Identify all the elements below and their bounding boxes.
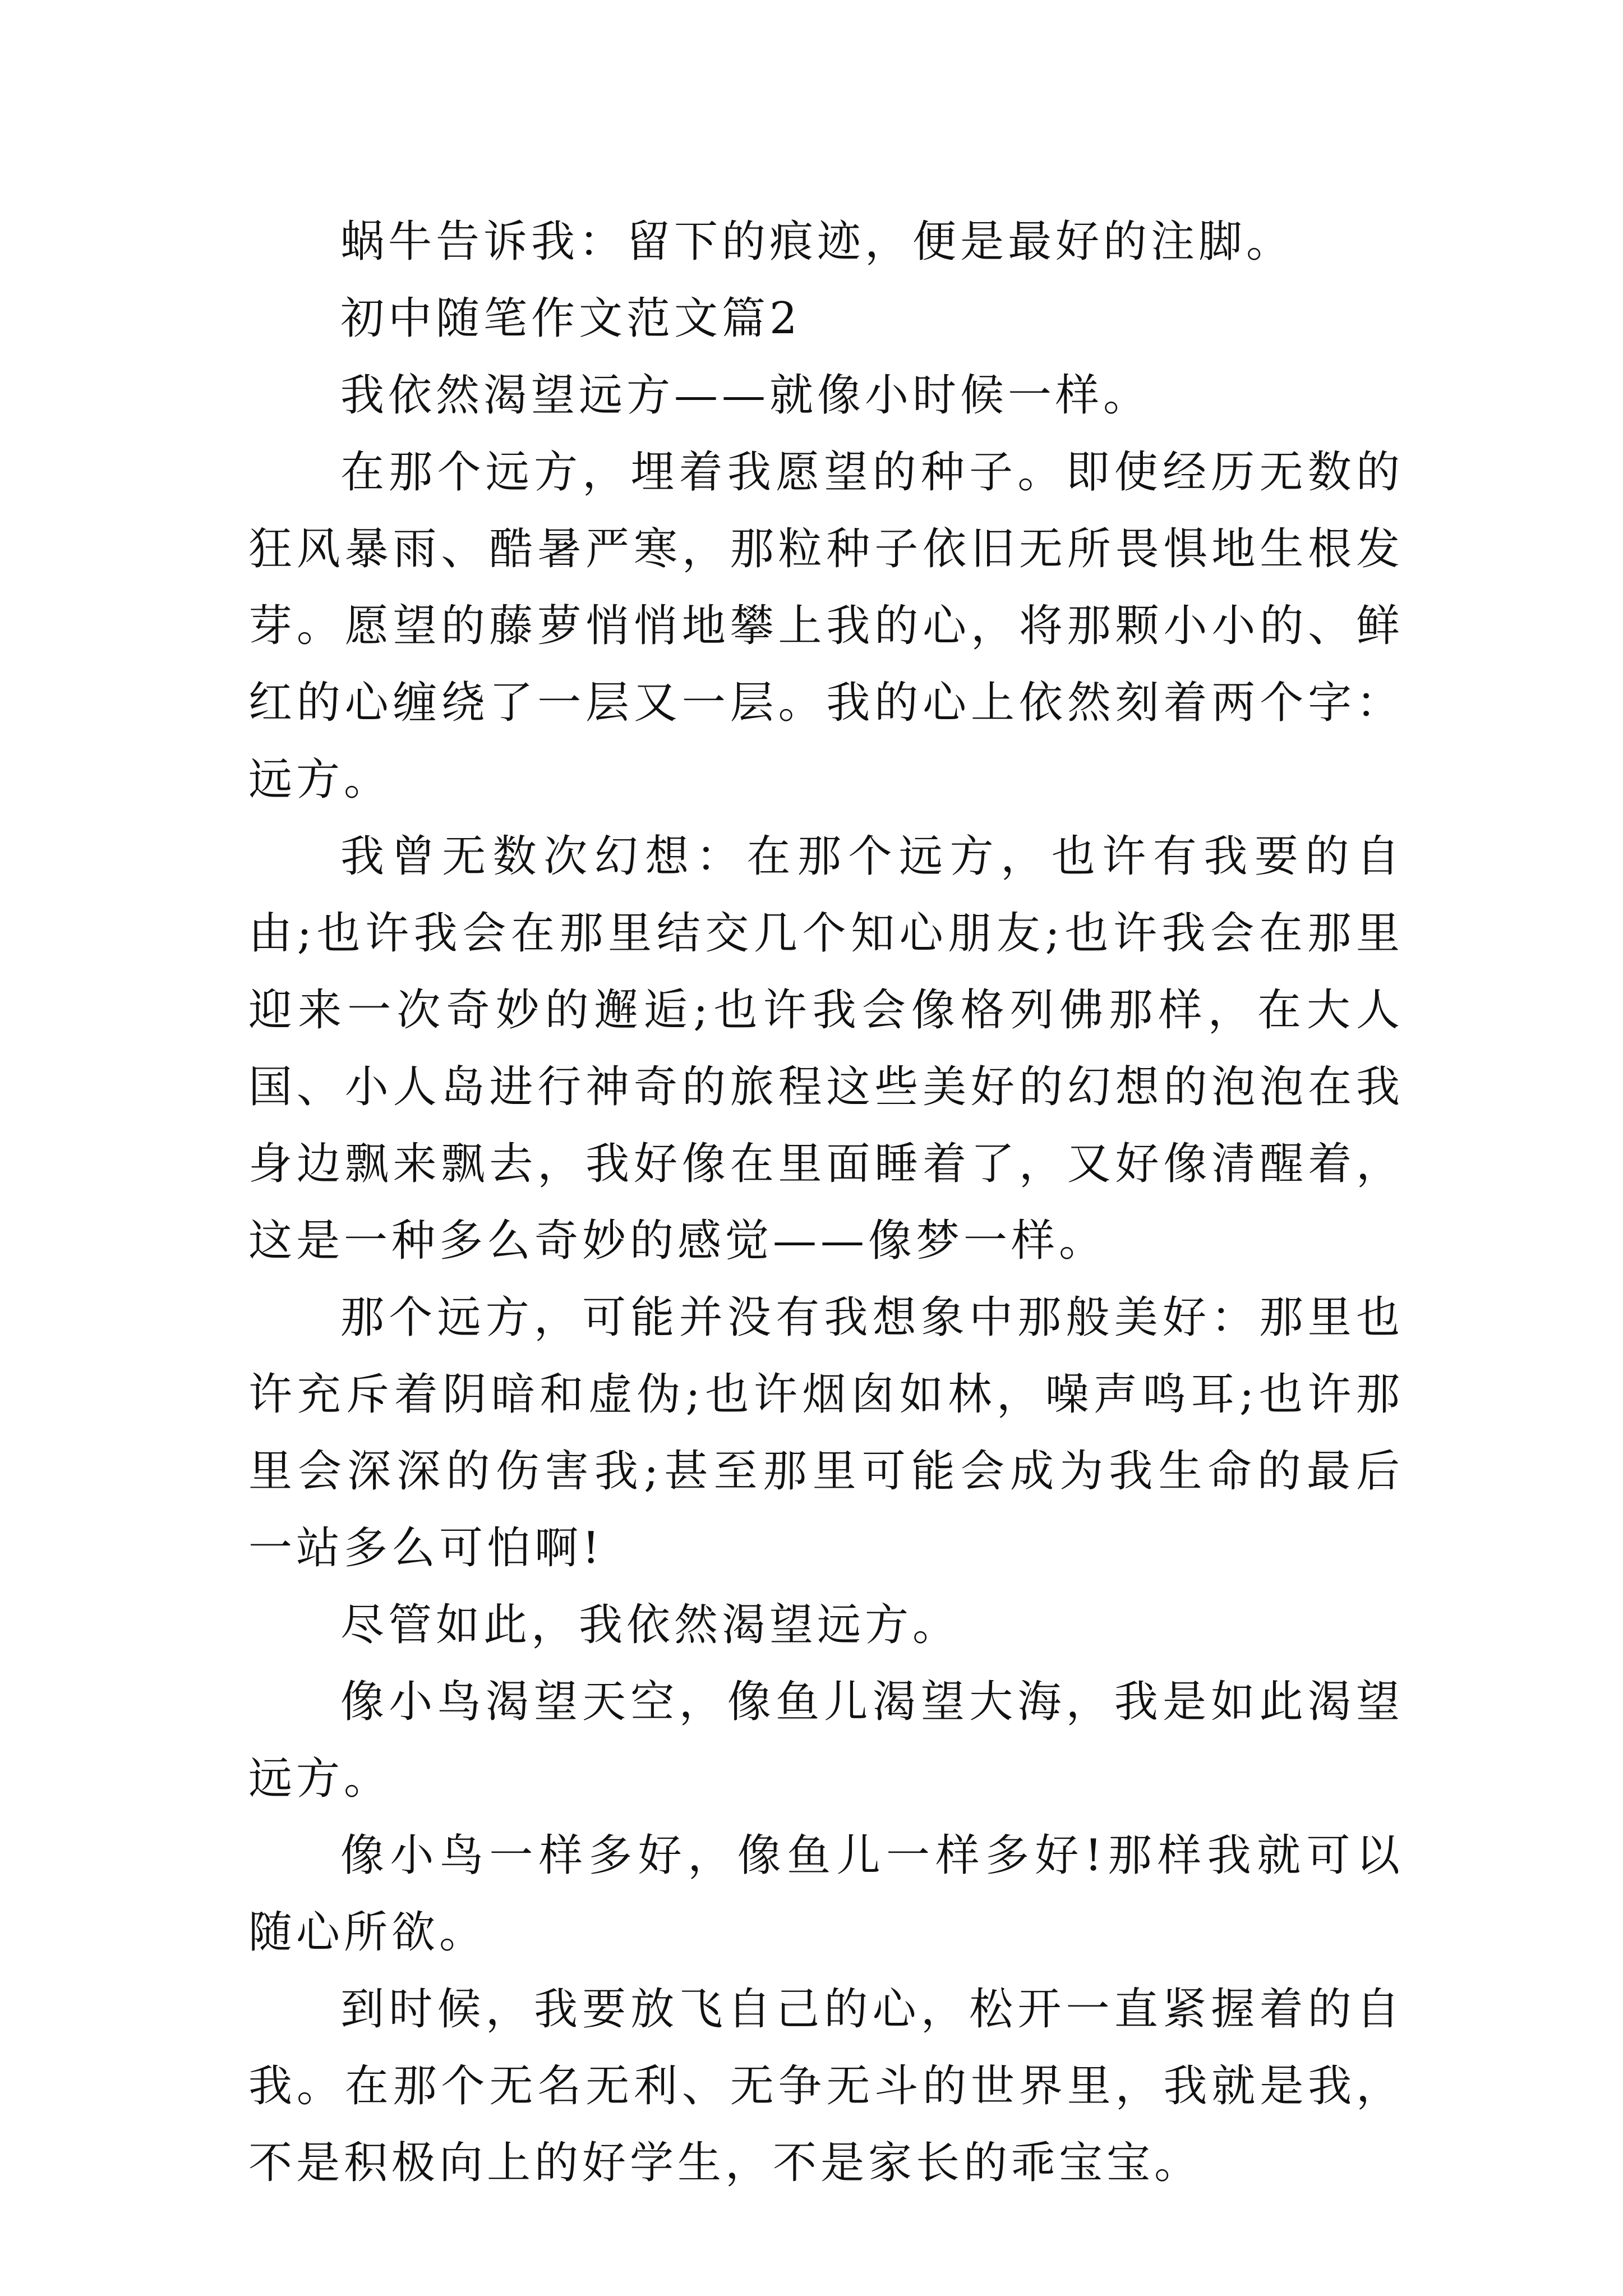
document-body (248, 204, 1404, 2202)
paragraph-snail: 蜗牛告诉我：留下的痕迹，便是最好的注脚。 (340, 217, 1294, 267)
paragraph-freedom: 像小鸟一样多好，像鱼儿一样多好!那样我就可以随心所欲。 (248, 1830, 1404, 1958)
paragraph-bird-fish: 像小鸟渴望天空，像鱼儿渴望大海，我是如此渴望远方。 (248, 1677, 1404, 1804)
paragraph-opening: 我依然渴望远方——就像小时候一样。 (340, 370, 1151, 421)
paragraph-nevertheless: 尽管如此，我依然渴望远方。 (340, 1600, 961, 1650)
paragraph-seed: 在那个远方，埋着我愿望的种子。即使经历无数的狂风暴雨、酷暑严寒，那粒种子依旧无所畏惧地生根发芽。愿望的藤萝悄悄地攀上我的心，将那颗小小的、鲜红的心缠绕了一层又一层。我的心上依然刻着两个字：远方。 (248, 447, 1404, 805)
paragraph-darkness: 那个远方，可能并没有我想象中那般美好：那里也许充斥着阴暗和虚伪;也许烟囱如林，噪声鸣耳;也许那里会深深的伤害我;甚至那里可能会成为我生命的最后一站多么可怕啊! (248, 1292, 1404, 1573)
section-heading: 初中随笔作文范文篇2 (340, 293, 801, 344)
paragraph-release: 到时候，我要放飞自己的心，松开一直紧握着的自我。在那个无名无利、无争无斗的世界里，我就是我，不是积极向上的好学生，不是家长的乖宝宝。 (248, 1984, 1404, 2188)
paragraph-fantasy: 我曾无数次幻想：在那个远方，也许有我要的自由;也许我会在那里结交几个知心朋友;也许我会在那里迎来一次奇妙的邂逅;也许我会像格列佛那样，在大人国、小人岛进行神奇的旅程这些美好的幻想的泡泡在我身边飘来飘去，我好像在里面睡着了，又好像清醒着，这是一种多么奇妙的感觉——像梦一样。 (248, 831, 1404, 1266)
